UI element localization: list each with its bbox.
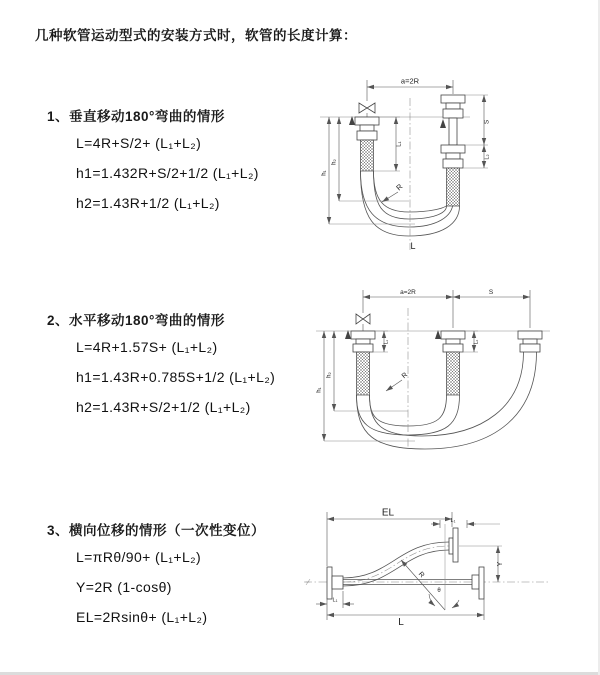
section-3-heading: 3、横向位移的情形（一次性变位） — [47, 523, 266, 538]
section-2-formula-h2: h2=1.43R+S/2+1/2 (L₁+L₂) — [76, 399, 251, 415]
angle-theta — [429, 588, 459, 608]
movement-arrow-up-left — [349, 116, 355, 125]
diagram-lateral-displacement — [296, 498, 566, 653]
movement-arrow-up-left — [345, 330, 351, 339]
dim-label-y: Y — [497, 561, 504, 567]
section-2-formula-L: L=4R+1.57S+ (L₁+L₂) — [76, 339, 218, 355]
right-fitting — [440, 95, 465, 206]
dim-label-h1: h₁ — [316, 387, 323, 393]
length-label: L — [410, 241, 416, 251]
dim-label-a2r: a=2R — [400, 76, 420, 86]
left-fitting — [349, 116, 379, 171]
movement-arrow-up-middle — [435, 330, 441, 339]
dim-label-el: EL — [381, 507, 395, 519]
section-2-heading: 2、水平移动180°弯曲的情形 — [47, 313, 225, 328]
flange-top-right — [449, 528, 458, 562]
radius-callout — [386, 372, 409, 391]
dim-a2r — [363, 289, 530, 328]
right-fitting — [518, 331, 542, 352]
dim-label-s: S — [488, 289, 494, 296]
braided-section-left — [361, 140, 374, 171]
section-3-formula-L: L=πRθ/90+ (L₁+L₂) — [76, 549, 202, 565]
dim-l1-bottom — [316, 591, 354, 608]
section-1-heading: 1、垂直移动180°弯曲的情形 — [47, 109, 225, 124]
left-fitting — [345, 330, 375, 395]
dim-label-a2r: a=2R — [400, 289, 416, 296]
section-3-formula-Y: Y=2R (1-cosθ) — [76, 579, 172, 595]
dim-el — [327, 508, 452, 567]
dim-label-h2: h₂ — [331, 159, 338, 165]
valve-icon — [356, 314, 370, 331]
diagram-horizontal-180-bend — [310, 283, 560, 453]
dim-label-l: L — [398, 617, 404, 628]
diagram-vertical-180-bend — [312, 68, 522, 258]
angle-label: θ — [437, 588, 441, 594]
centerline-break-mark — [306, 579, 311, 585]
radius-callout — [382, 182, 405, 202]
dim-l — [327, 599, 484, 628]
section-1-formula-h1: h1=1.432R+S/2+1/2 (L₁+L₂) — [76, 165, 259, 181]
braided-section-right — [447, 168, 460, 206]
dim-l1-top — [431, 518, 500, 528]
dim-label-l1: L₁ — [396, 141, 403, 147]
flange-right-original — [479, 567, 484, 599]
radius-callout — [401, 560, 445, 610]
doc-title: 几种软管运动型式的安装方式时，软管的长度计算： — [35, 28, 357, 43]
middle-fitting — [435, 330, 465, 395]
radius-label: R — [416, 570, 426, 580]
braided-section-middle — [447, 352, 460, 395]
radius-label: R — [394, 181, 405, 193]
movement-arrow-up-right — [440, 119, 446, 128]
straight-pipe — [343, 567, 484, 599]
section-2-formula-h1: h1=1.43R+0.785S+1/2 (L₁+L₂) — [76, 369, 276, 385]
radius-label: R — [400, 371, 410, 381]
section-1-formula-L: L=4R+S/2+ (L₁+L₂) — [76, 135, 202, 151]
dim-label-l2: L₂ — [473, 339, 480, 345]
dim-label-l2: L₂ — [484, 154, 491, 160]
dim-label-l1-top: L₁ — [450, 518, 456, 524]
flange-left — [327, 567, 343, 599]
dim-s — [463, 95, 491, 168]
section-1-formula-h2: h2=1.43R+1/2 (L₁+L₂) — [76, 195, 220, 211]
valve-icon — [359, 103, 375, 117]
dim-label-l1: L₁ — [383, 339, 390, 345]
section-3-formula-EL: EL=2Rsinθ+ (L₁+L₂) — [76, 609, 208, 625]
dim-a2r — [367, 77, 453, 102]
braided-section-left — [357, 352, 370, 395]
dim-label-s: S — [483, 119, 491, 125]
dim-label-h1: h₁ — [321, 170, 328, 176]
dim-label-h2: h₂ — [326, 372, 333, 378]
dim-label-l1-bottom: L₁ — [332, 597, 338, 604]
